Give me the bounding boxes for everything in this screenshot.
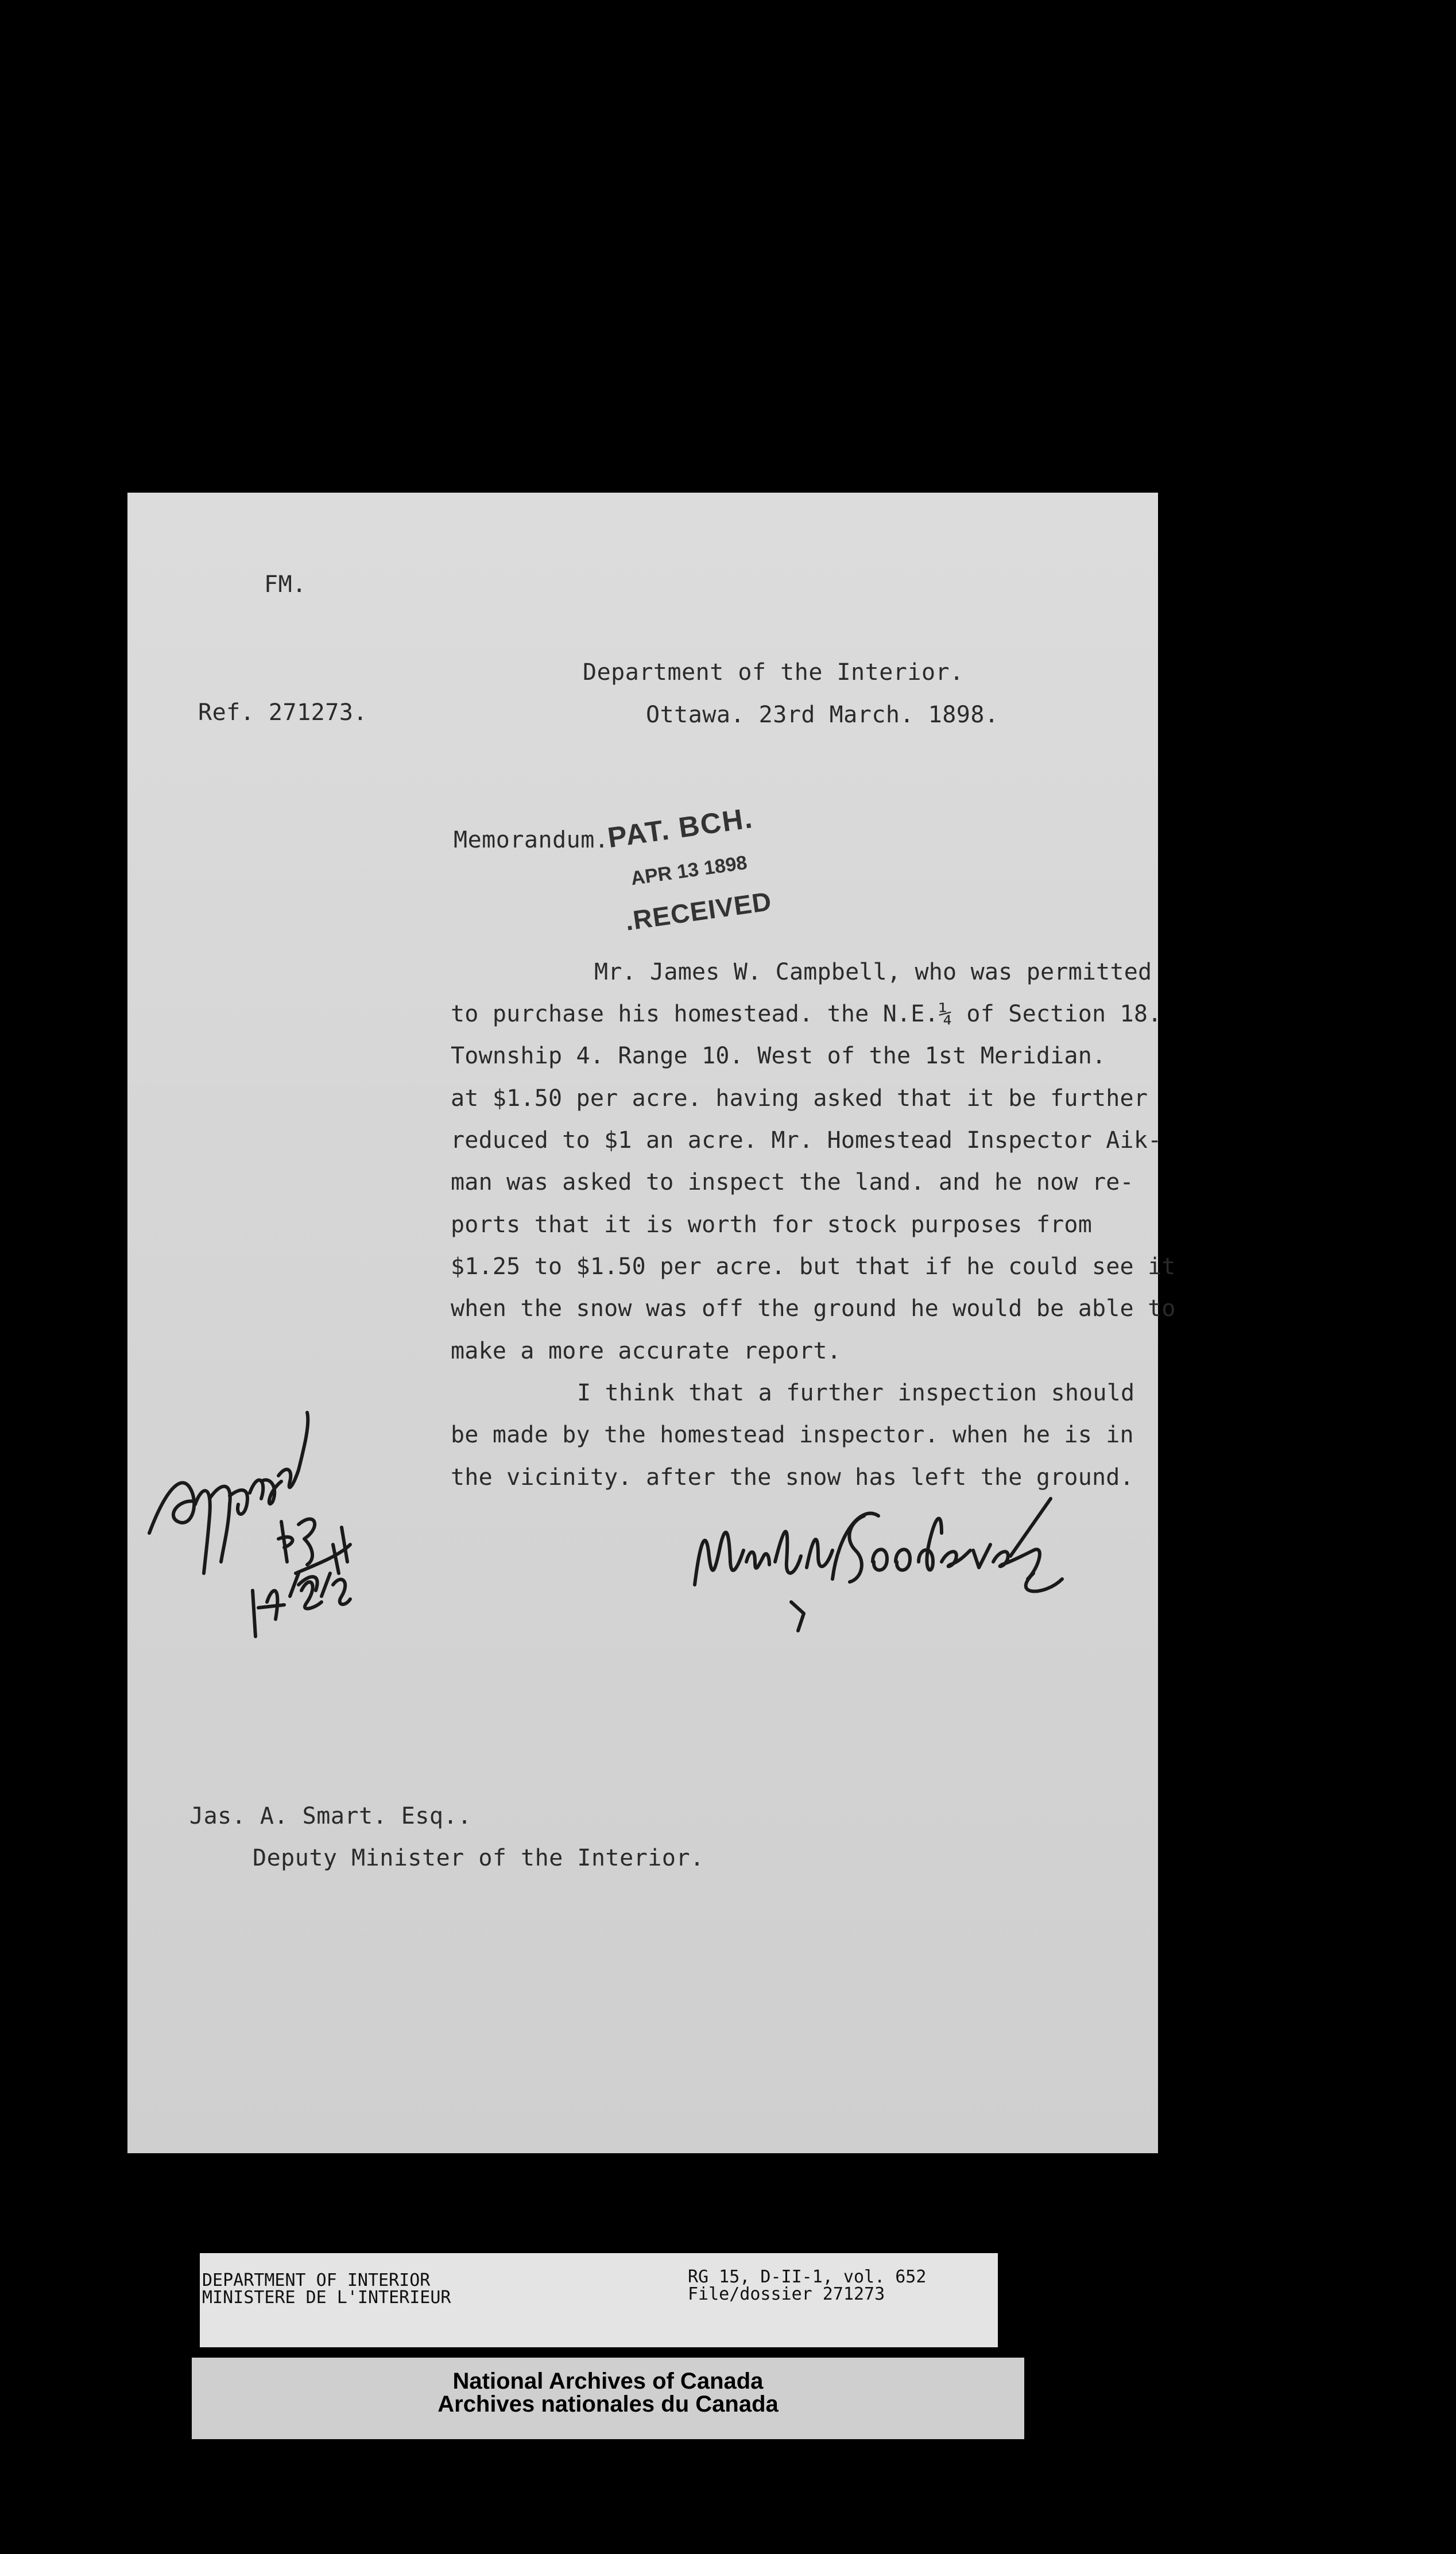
archive-label	[200, 2253, 998, 2347]
archive-dept-fr: MINISTERE DE L'INTERIEUR	[202, 2288, 451, 2308]
place-and-date: Ottawa. 23rd March. 1898.	[646, 702, 999, 728]
body-line: man was asked to inspect the land. and he now re-	[451, 1169, 1134, 1195]
body-line: Mr. James W. Campbell, who was permitted	[594, 959, 1152, 985]
body-line: Township 4. Range 10. West of the 1st Meridian.	[451, 1043, 1106, 1069]
department-heading: Department of the Interior.	[583, 659, 964, 686]
addressee-title: Deputy Minister of the Interior.	[253, 1845, 704, 1871]
body-line: be made by the homestead inspector. when he is in	[451, 1422, 1134, 1448]
file-initials: FM.	[264, 571, 307, 598]
reference-number: Ref. 271273.	[198, 699, 367, 726]
national-archives-banner	[192, 2358, 1024, 2439]
received-stamp	[600, 798, 789, 958]
body-line: reduced to $1 an acre. Mr. Homestead Inspector Aik-	[451, 1127, 1162, 1154]
body-line: ports that it is worth for stock purposes from	[451, 1212, 1092, 1238]
body-line: I think that a further inspection should	[577, 1380, 1135, 1406]
body-line: at $1.50 per acre. having asked that it be further	[451, 1085, 1148, 1112]
body-line: to purchase his homestead. the N.E.¼ of Section 18.	[451, 1001, 1162, 1027]
stamp-date: APR 13 1898	[629, 852, 749, 890]
archive-file-number: File/dossier 271273	[688, 2284, 885, 2304]
body-line: $1.25 to $1.50 per acre. but that if he could see it	[451, 1253, 1176, 1280]
addressee-name: Jas. A. Smart. Esq..	[189, 1803, 472, 1829]
archives-name-fr: Archives nationales du Canada	[437, 2392, 779, 2417]
body-line: when the snow was off the ground he would be able to	[451, 1295, 1176, 1322]
archives-name-en: National Archives of Canada	[452, 2369, 764, 2394]
archive-dept-en: DEPARTMENT OF INTERIOR	[202, 2270, 431, 2290]
body-line: make a more accurate report.	[451, 1338, 841, 1364]
document-page	[127, 493, 1158, 2153]
stamp-received: .RECEIVED	[623, 886, 774, 937]
archive-record-group: RG 15, D-II-1, vol. 652	[688, 2267, 927, 2287]
body-line: the vicinity. after the snow has left the ground.	[451, 1464, 1134, 1491]
stamp-line-1: PAT. BCH.	[605, 802, 756, 854]
memorandum-heading: Memorandum.	[454, 827, 609, 853]
